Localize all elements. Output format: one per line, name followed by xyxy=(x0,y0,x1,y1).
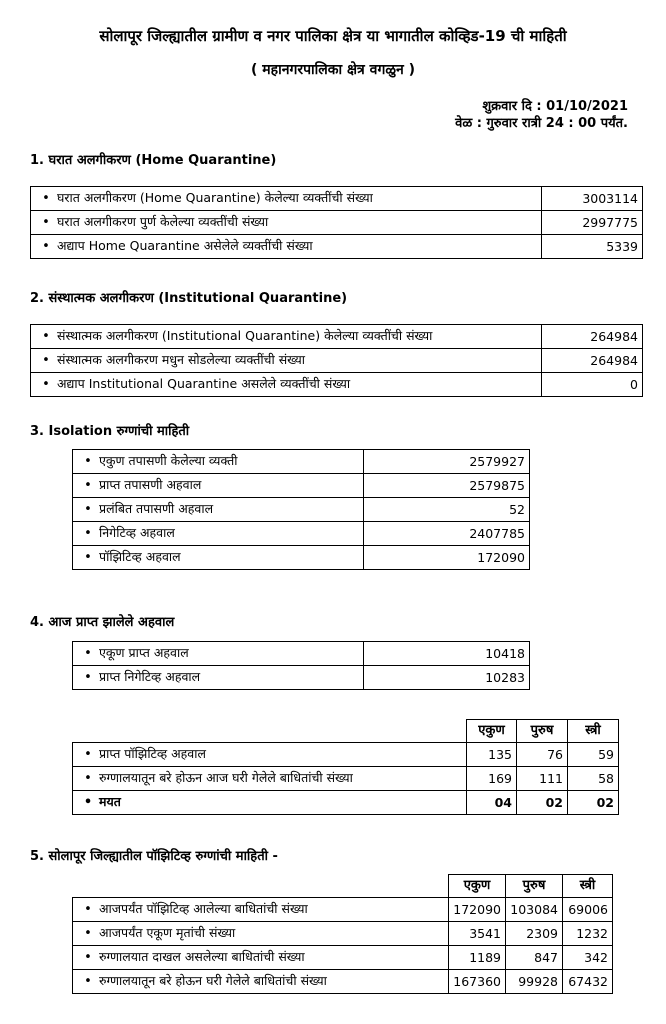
column-header-total: एकुण xyxy=(449,875,506,898)
section-2-heading: 2. संस्थात्मक अलगीकरण (Institutional Quarantine) xyxy=(30,291,348,306)
column-header-female: स्त्री xyxy=(568,720,619,743)
row-label: • प्राप्त पॉझिटिव्ह अहवाल xyxy=(73,743,467,767)
table-row xyxy=(31,235,643,259)
row-label: • प्रलंबित तपासणी अहवाल xyxy=(73,498,364,522)
row-male: 847 xyxy=(506,946,563,970)
bullet-icon: • xyxy=(84,550,92,565)
bullet-icon: • xyxy=(42,329,50,344)
row-value: 2997775 xyxy=(542,211,643,235)
row-value: 3003114 xyxy=(542,187,643,211)
row-label: • संस्थात्मक अलगीकरण (Institutional Quarantine) केलेल्या व्यक्तींची संख्या xyxy=(31,325,542,349)
table-row xyxy=(73,498,530,522)
row-label: • मयत xyxy=(73,791,467,815)
row-label: • आजपर्यंत एकूण मृतांची संख्या xyxy=(73,922,449,946)
row-value: 5339 xyxy=(542,235,643,259)
bullet-icon: • xyxy=(84,974,92,989)
table-row xyxy=(73,522,530,546)
row-value: 10418 xyxy=(364,642,530,666)
section-4-heading: 4. आज प्राप्त झालेले अहवाल xyxy=(30,615,175,630)
row-male: 111 xyxy=(517,767,568,791)
row-female: 59 xyxy=(568,743,619,767)
row-female: 02 xyxy=(568,791,619,815)
bullet-icon: • xyxy=(84,950,92,965)
table-header-row xyxy=(73,720,619,743)
section-1-heading: 1. घरात अलगीकरण (Home Quarantine) xyxy=(30,153,277,168)
bullet-icon: • xyxy=(84,771,92,786)
row-female: 67432 xyxy=(563,970,613,994)
table-row xyxy=(73,791,619,815)
row-label: • अद्याप Home Quarantine असेलेले व्यक्तींची संख्या xyxy=(31,235,542,259)
row-label: • रुग्णालयातून बरे होऊन आज घरी गेलेले बाधितांची संख्या xyxy=(73,767,467,791)
row-label: • एकुण तपासणी केलेल्या व्यक्ती xyxy=(73,450,364,474)
today-summary-table xyxy=(72,719,619,815)
row-total: 1189 xyxy=(449,946,506,970)
bullet-icon: • xyxy=(84,747,92,762)
row-male: 99928 xyxy=(506,970,563,994)
section-3-heading: 3. Isolation रुग्णांची माहिती xyxy=(30,424,190,439)
table-row xyxy=(73,922,613,946)
institutional-quarantine-table xyxy=(30,324,643,397)
row-total: 3541 xyxy=(449,922,506,946)
table-header-row xyxy=(73,875,613,898)
row-total: 135 xyxy=(467,743,517,767)
row-label: • रुग्णालयातून बरे होऊन घरी गेलेले बाधितांची संख्या xyxy=(73,970,449,994)
table-row xyxy=(73,946,613,970)
row-label: • प्राप्त तपासणी अहवाल xyxy=(73,474,364,498)
table-row xyxy=(73,546,530,570)
row-label: • घरात अलगीकरण (Home Quarantine) केलेल्या व्यक्तींची संख्या xyxy=(31,187,542,211)
bullet-icon: • xyxy=(42,215,50,230)
row-male: 76 xyxy=(517,743,568,767)
bullet-icon: • xyxy=(42,377,50,392)
row-value: 264984 xyxy=(542,325,643,349)
row-label: • एकूण प्राप्त अहवाल xyxy=(73,642,364,666)
isolation-table xyxy=(72,449,530,570)
table-row xyxy=(73,970,613,994)
column-header-male: पुरुष xyxy=(506,875,563,898)
table-row xyxy=(31,349,643,373)
column-header-female: स्त्री xyxy=(563,875,613,898)
table-row xyxy=(31,373,643,397)
today-reports-table xyxy=(72,641,530,690)
row-female: 58 xyxy=(568,767,619,791)
section-5-heading: 5. सोलापूर जिल्ह्यातील पॉझिटिव्ह रुग्णांची माहिती - xyxy=(30,849,278,864)
bullet-icon: • xyxy=(83,795,93,810)
row-value: 172090 xyxy=(364,546,530,570)
row-label: • रुग्णालयात दाखल असलेल्या बाधितांची संख्या xyxy=(73,946,449,970)
row-value: 2579927 xyxy=(364,450,530,474)
bullet-icon: • xyxy=(84,478,92,493)
document-title: सोलापूर जिल्ह्यातील ग्रामीण व नगर पालिका क्षेत्र या भागातील कोव्हिड-19 ची माहिती xyxy=(99,27,567,45)
table-row xyxy=(73,666,530,690)
row-label: • अद्याप Institutional Quarantine असलेले व्यक्तींची संख्या xyxy=(31,373,542,397)
row-total: 167360 xyxy=(449,970,506,994)
bullet-icon: • xyxy=(42,353,50,368)
row-label: • संस्थात्मक अलगीकरण मधुन सोडलेल्या व्यक्तींची संख्या xyxy=(31,349,542,373)
row-male: 2309 xyxy=(506,922,563,946)
report-time: वेळ : गुरुवार रात्री 24 : 00 पर्यंत. xyxy=(455,116,628,131)
row-value: 2579875 xyxy=(364,474,530,498)
table-row xyxy=(73,743,619,767)
bullet-icon: • xyxy=(84,646,92,661)
column-header-male: पुरुष xyxy=(517,720,568,743)
table-row xyxy=(31,325,643,349)
row-male: 02 xyxy=(517,791,568,815)
bullet-icon: • xyxy=(84,902,92,917)
row-value: 264984 xyxy=(542,349,643,373)
table-row xyxy=(73,474,530,498)
column-header-total: एकुण xyxy=(467,720,517,743)
row-label: • निगेटिव्ह अहवाल xyxy=(73,522,364,546)
report-date: शुक्रवार दि : 01/10/2021 xyxy=(482,99,628,114)
table-row xyxy=(73,450,530,474)
row-value: 0 xyxy=(542,373,643,397)
row-value: 2407785 xyxy=(364,522,530,546)
positive-summary-table xyxy=(72,874,613,994)
row-female: 69006 xyxy=(563,898,613,922)
row-label: • आजपर्यंत पॉझिटिव्ह आलेल्या बाधितांची संख्या xyxy=(73,898,449,922)
bullet-icon: • xyxy=(42,239,50,254)
row-total: 172090 xyxy=(449,898,506,922)
row-total: 169 xyxy=(467,767,517,791)
row-label: • प्राप्त निगेटिव्ह अहवाल xyxy=(73,666,364,690)
row-label: • घरात अलगीकरण पुर्ण केलेल्या व्यक्तींची संख्या xyxy=(31,211,542,235)
row-male: 103084 xyxy=(506,898,563,922)
row-female: 1232 xyxy=(563,922,613,946)
bullet-icon: • xyxy=(84,670,92,685)
bullet-icon: • xyxy=(42,191,50,206)
document-subtitle: ( महानगरपालिका क्षेत्र वगळुन ) xyxy=(250,62,416,78)
row-total: 04 xyxy=(467,791,517,815)
row-label: • पॉझिटिव्ह अहवाल xyxy=(73,546,364,570)
bullet-icon: • xyxy=(84,526,92,541)
table-row xyxy=(73,642,530,666)
table-row xyxy=(73,767,619,791)
table-row xyxy=(31,211,643,235)
table-row xyxy=(73,898,613,922)
row-value: 10283 xyxy=(364,666,530,690)
table-row xyxy=(31,187,643,211)
bullet-icon: • xyxy=(84,926,92,941)
home-quarantine-table xyxy=(30,186,643,259)
row-value: 52 xyxy=(364,498,530,522)
bullet-icon: • xyxy=(84,502,92,517)
bullet-icon: • xyxy=(84,454,92,469)
row-female: 342 xyxy=(563,946,613,970)
